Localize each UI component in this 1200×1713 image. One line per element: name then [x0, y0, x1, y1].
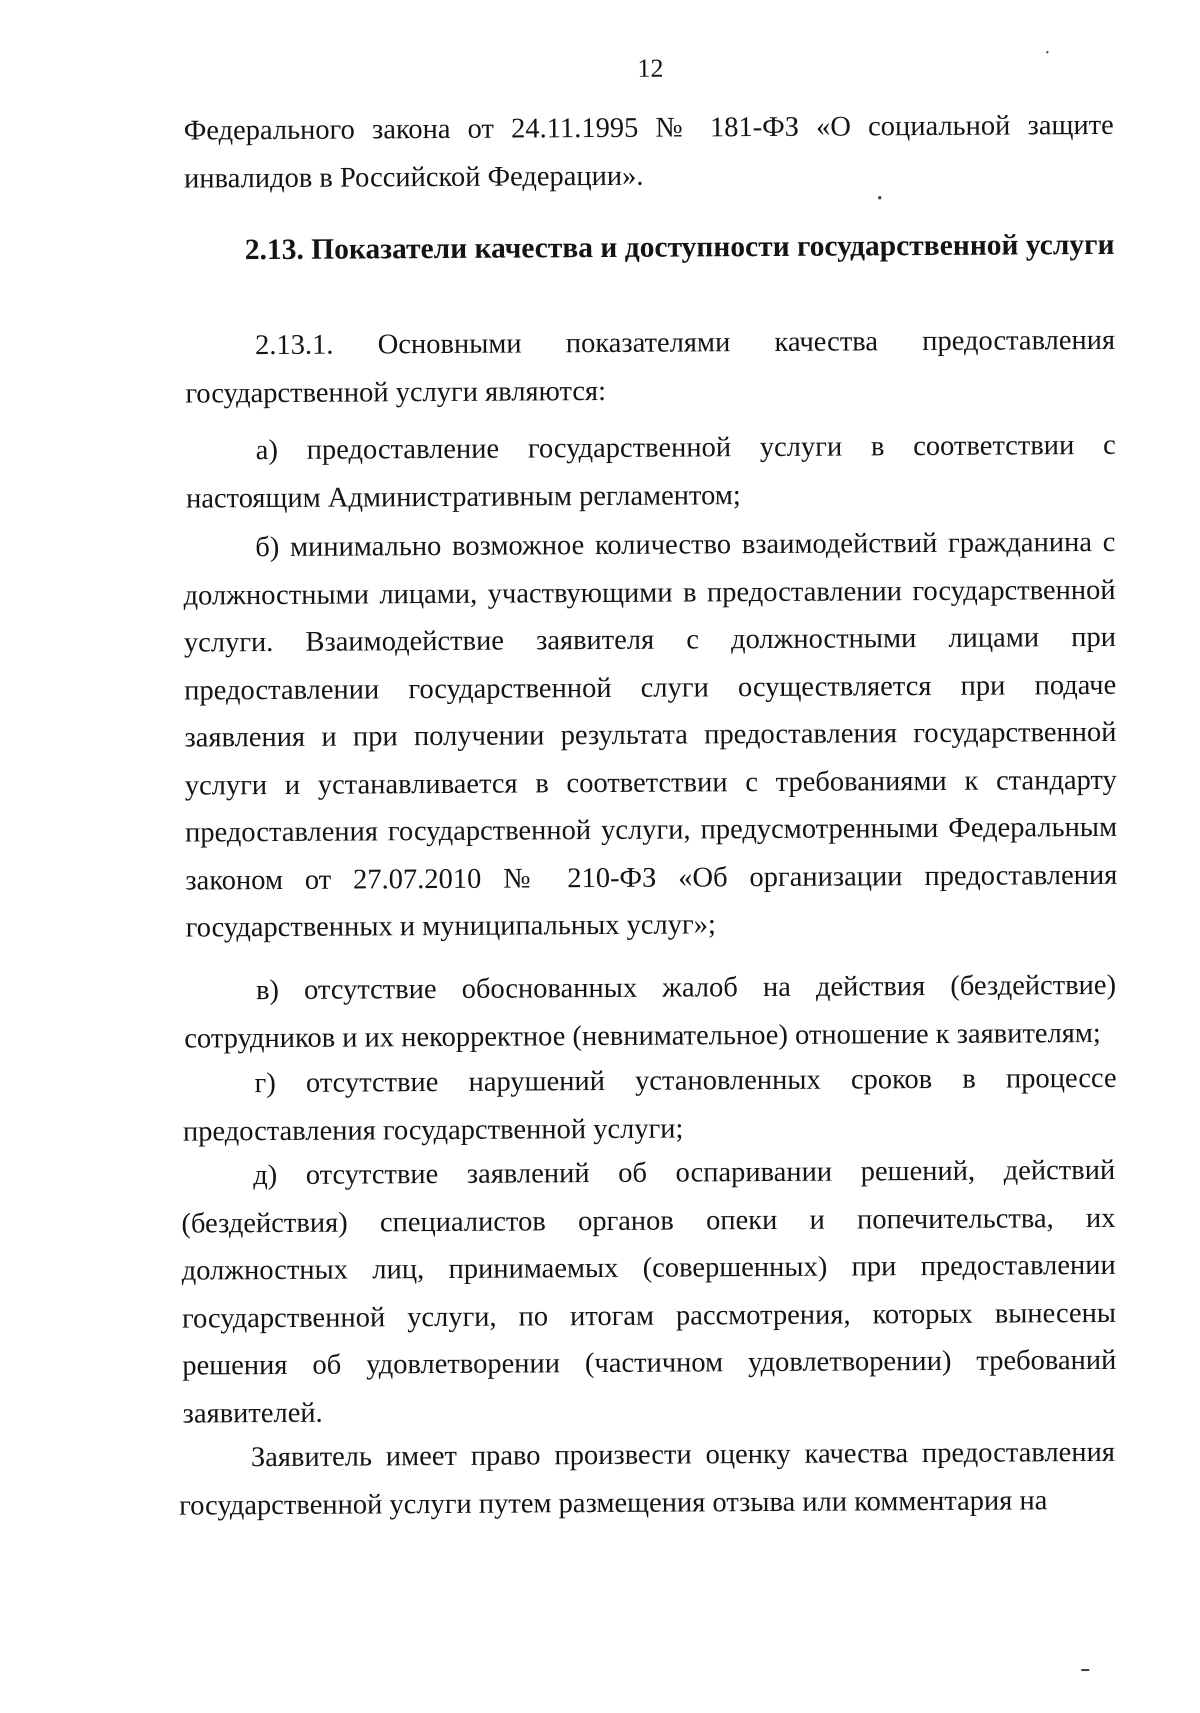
paragraph-intro: Федерального закона от 24.11.1995 № 181-ФЗ «О социальной защите инвалидов в Российской Федерации». — [183, 109, 1114, 195]
list-item-v: в) отсутствие обоснованных жалоб на действия (бездействие) сотрудников и их некорректное (невнимательное) отношение к заявителям; — [184, 969, 1117, 1055]
list-item-b: б) минимально возможное количество взаимодействий гражданина с должностными лицами, участвующими в предоставлении государственной услуги. Взаимодействие заявителя с должностными лицами при предоставлении государственной слуги осуществляется при подаче заявления и при получении результата предоставления государственной услуги и устанавливается в соответствии с требованиями к стандарту предоставления государственной услуги, предусмотренными Федеральным законом от 27.07.2010 № 210-ФЗ «Об организации предоставления государственных и муниципальных услуг»; — [183, 526, 1118, 944]
scan-speck — [1081, 1669, 1089, 1671]
scan-speck — [1046, 51, 1048, 53]
list-item-g: г) отсутствие нарушений установленных сроков в процессе предоставления государственной услуги; — [182, 1062, 1117, 1148]
paragraph-closing: Заявитель имеет право произвести оценку качества предоставления государственной услуги путем размещения отзыва или комментария на — [179, 1436, 1115, 1522]
page-number: 12 — [637, 53, 664, 83]
list-item-d: д) отсутствие заявлений об оспаривании решений, действий (бездействия) специалистов органов опеки и попечительства, их должностных лиц, принимаемых (совершенных) при предоставлении государственной услуги, по итогам рассмотрения, которых вынесены решения об удовлетворении (частичном удовлетворении) требований заявителей. — [181, 1154, 1117, 1430]
paragraph-2-13-1: 2.13.1. Основными показателями качества предоставления государственной услуги являются: — [185, 324, 1116, 410]
list-item-a: а) предоставление государственной услуги в соответствии с настоящим Административным регламентом; — [185, 429, 1116, 515]
section-heading: 2.13. Показатели качества и доступности государственной услуги — [244, 228, 1115, 267]
scan-speck — [878, 196, 881, 199]
